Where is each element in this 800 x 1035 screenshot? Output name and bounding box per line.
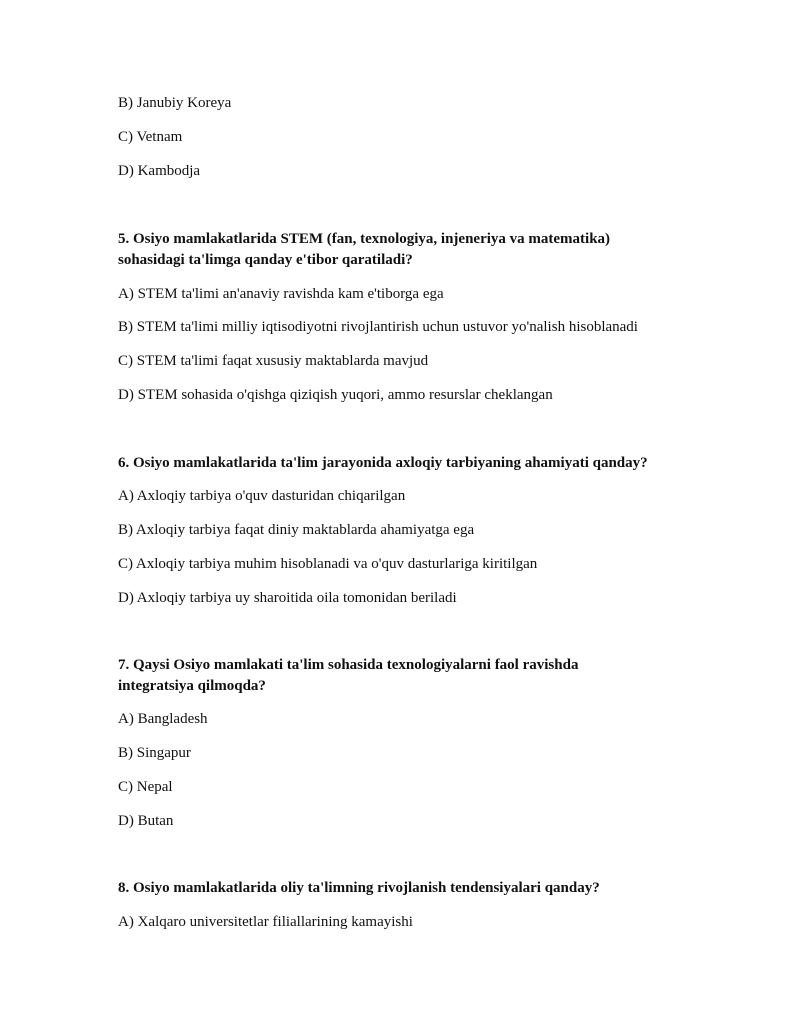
q8-title: 8. Osiyo mamlakatlarida oliy ta'limning rivojlanish tendensiyalari qanday?	[118, 880, 600, 896]
q7-title-line-1: 7. Qaysi Osiyo mamlakati ta'lim sohasida texnologiyalarni faol ravishda	[118, 657, 579, 673]
q6-option-c: C) Axloqiy tarbiya muhim hisoblanadi va o'quv dasturlariga kiritilgan	[118, 556, 538, 572]
q4-option-d: D) Kambodja	[118, 163, 201, 179]
q7-option-a: A) Bangladesh	[118, 711, 208, 727]
q5-option-b: B) STEM ta'limi milliy iqtisodiyotni rivojlantirish uchun ustuvor yo'nalish hisoblanadi	[118, 319, 638, 335]
q5-option-d: D) STEM sohasida o'qishga qiziqish yuqori, ammo resurslar cheklangan	[118, 387, 553, 403]
q7-option-d: D) Butan	[118, 813, 174, 829]
q7-option-c: C) Nepal	[118, 779, 173, 795]
q5-title-line-2: sohasidagi ta'limga qanday e'tibor qaratiladi?	[118, 252, 413, 268]
q7-option-b: B) Singapur	[118, 745, 191, 761]
q4-option-b: B) Janubiy Koreya	[118, 95, 232, 111]
q5-title-line-1: 5. Osiyo mamlakatlarida STEM (fan, texnologiya, injeneriya va matematika)	[118, 231, 611, 247]
q6-title: 6. Osiyo mamlakatlarida ta'lim jarayonida axloqiy tarbiyaning ahamiyati qanday?	[118, 455, 648, 471]
q6-option-b: B) Axloqiy tarbiya faqat diniy maktablarda ahamiyatga ega	[118, 522, 475, 538]
q4-option-c: C) Vetnam	[118, 129, 183, 145]
q5-option-a: A) STEM ta'limi an'anaviy ravishda kam e'tiborga ega	[118, 286, 444, 302]
q7-title-line-2: integratsiya qilmoqda?	[118, 678, 266, 694]
q6-option-a: A) Axloqiy tarbiya o'quv dasturidan chiqarilgan	[118, 488, 406, 504]
q8-option-a: A) Xalqaro universitetlar filiallarining kamayishi	[118, 914, 413, 930]
q6-option-d: D) Axloqiy tarbiya uy sharoitida oila tomonidan beriladi	[118, 590, 457, 606]
q5-option-c: C) STEM ta'limi faqat xususiy maktablarda mavjud	[118, 353, 429, 369]
